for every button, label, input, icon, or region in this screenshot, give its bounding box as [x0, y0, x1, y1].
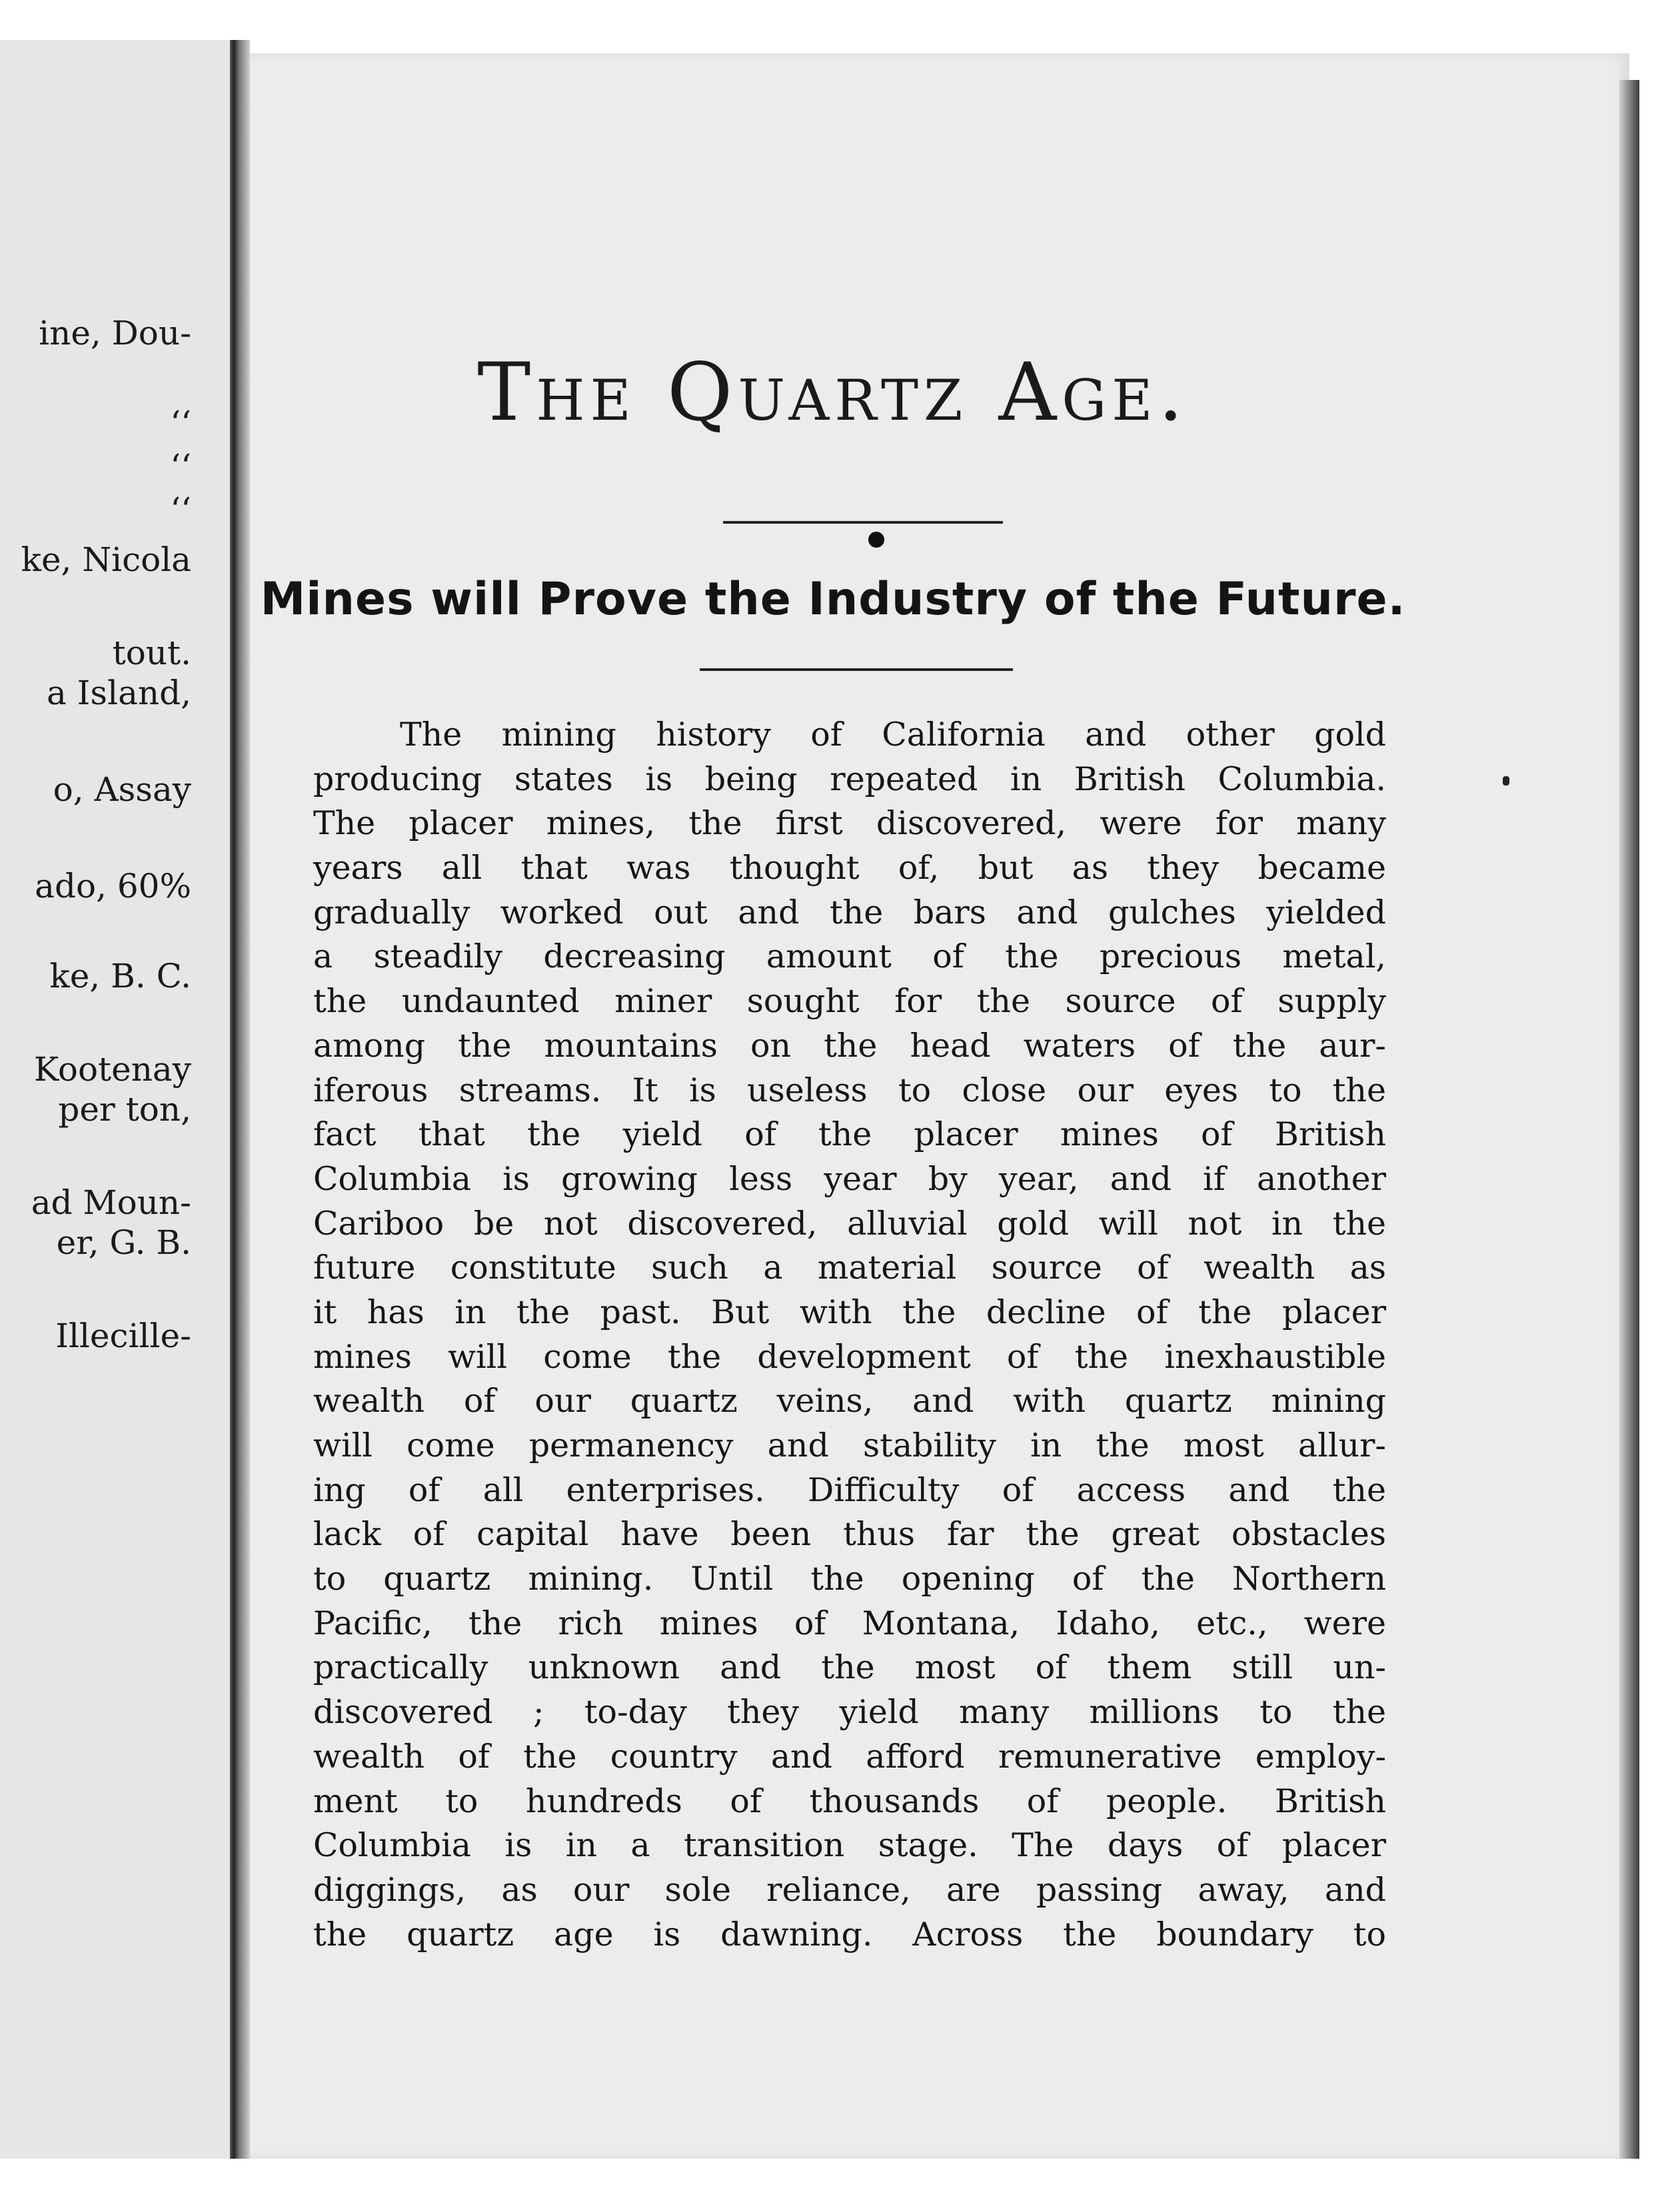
- left-fragment-line: ine, Dou-: [39, 314, 191, 352]
- body-line: ing of all enterprises. Difficulty of access and the: [313, 1470, 1386, 1509]
- body-line: the quartz age is dawning. Across the boundary to: [313, 1915, 1386, 1953]
- body-line: years all that was thought of, but as they became: [313, 849, 1386, 887]
- body-line: the undaunted miner sought for the source of supply: [313, 982, 1386, 1021]
- body-line: ment to hundreds of thousands of people. British: [313, 1782, 1386, 1820]
- left-fragment-line: er, G. B.: [56, 1223, 191, 1262]
- left-fragment-line: tout.: [112, 634, 191, 672]
- body-line: discovered ; to-day they yield many millions to the: [313, 1693, 1386, 1732]
- left-fragment-line: a Island,: [46, 674, 191, 712]
- body-line: The placer mines, the first discovered, were for many: [313, 804, 1386, 843]
- body-line: will come permanency and stability in the most allur-: [313, 1426, 1386, 1464]
- body-line: to quartz mining. Until the opening of the Northern: [313, 1560, 1386, 1598]
- body-line: Columbia is in a transition stage. The days of placer: [313, 1826, 1386, 1865]
- left-fragment-line: ‘‘: [170, 404, 191, 442]
- body-line: fact that the yield of the placer mines of British: [313, 1115, 1386, 1154]
- body-line: Cariboo be not discovered, alluvial gold will not in the: [313, 1204, 1386, 1243]
- left-fragment-line: ke, B. C.: [49, 957, 191, 995]
- left-fragment-line: per ton,: [58, 1090, 191, 1129]
- body-line: producing states is being repeated in British Columbia.: [313, 760, 1386, 798]
- left-fragment-line: ‘‘: [170, 490, 191, 529]
- left-fragment-line: ke, Nicola: [21, 540, 191, 579]
- body-line: wealth of the country and afford remunerative employ-: [313, 1737, 1386, 1776]
- left-fragment-line: Illecille-: [55, 1317, 191, 1355]
- article-body: [313, 713, 1386, 1957]
- body-line: wealth of our quartz veins, and with quartz mining: [313, 1382, 1386, 1420]
- body-line: The mining history of California and other gold: [400, 716, 1386, 754]
- body-line: gradually worked out and the bars and gulches yielded: [313, 893, 1386, 931]
- subtitle-rule: [700, 668, 1013, 671]
- body-line: Columbia is growing less year by year, and if another: [313, 1159, 1386, 1198]
- article-title: The Quartz Age.: [477, 346, 1189, 439]
- title-rule: [723, 521, 1003, 524]
- body-line: future constitute such a material source of wealth as: [313, 1249, 1386, 1287]
- body-line: among the mountains on the head waters of the aur-: [313, 1026, 1386, 1065]
- left-fragment-line: ‘‘: [170, 447, 191, 486]
- body-line: a steadily decreasing amount of the precious metal,: [313, 937, 1386, 976]
- body-line: practically unknown and the most of them still un-: [313, 1648, 1386, 1687]
- left-fragment-line: o, Assay: [53, 770, 191, 809]
- body-line: diggings, as our sole reliance, are passing away, and: [313, 1870, 1386, 1909]
- ornament-bullet: [868, 532, 884, 548]
- left-fragment-line: Kootenay: [33, 1050, 191, 1089]
- left-fragment-line: ado, 60%: [35, 867, 191, 905]
- body-line: lack of capital have been thus far the great obstacles: [313, 1515, 1386, 1554]
- body-line: mines will come the development of the inexhaustible: [313, 1337, 1386, 1376]
- body-line: Pacific, the rich mines of Montana, Idaho, etc., were: [313, 1604, 1386, 1642]
- left-fragment-line: ad Moun-: [31, 1183, 191, 1222]
- body-line: it has in the past. But with the decline of the placer: [313, 1293, 1386, 1331]
- ink-speck: [1503, 776, 1509, 786]
- article-subtitle: Mines will Prove the Industry of the Future.: [260, 573, 1406, 626]
- body-line: iferous streams. It is useless to close our eyes to the: [313, 1071, 1386, 1109]
